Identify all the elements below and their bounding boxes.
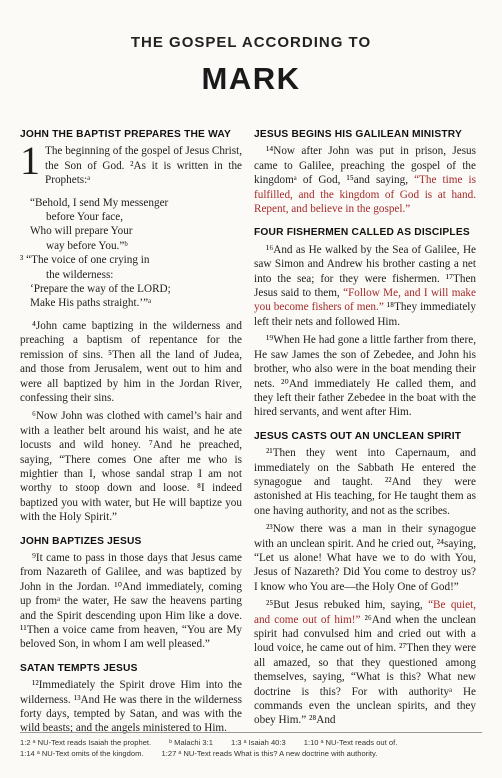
book-subtitle: THE GOSPEL ACCORDING TO (130, 34, 372, 51)
poetry-line: “Behold, I send My messenger (30, 196, 169, 209)
book-title: MARK (201, 61, 301, 96)
book-header (0, 34, 502, 97)
footnote: 1:2 ᵃ NU-Text reads Isaiah the prophet. (20, 738, 152, 747)
poetry-line: ³ “The voice of one crying in (20, 254, 150, 267)
section-heading: JOHN THE BAPTIST PREPARES THE WAY (20, 129, 231, 140)
verse-paragraph: ⁹It came to pass in those days that Jesus came from Nazareth of Galilee, and was baptized by John in the Jordan. ¹⁰And immediately, coming up fromᵃ the water, He saw the heavens parting and the Spirit descending upon Him like a dove. ¹¹Then a voice came from heaven, “You are My beloved Son, in whom I am well pleased.” (20, 551, 242, 651)
verse-text: ²⁵But Jesus rebuked him, saying, (266, 599, 429, 612)
verse-paragraph (254, 243, 476, 329)
poetry-block (20, 196, 242, 311)
section-heading: SATAN TEMPTS JESUS (20, 662, 138, 674)
verse-paragraph: ¹²Immediately the Spirit drove Him into the wilderness. ¹³And He was there in the wilderness forty days, tempted by Satan, and was with the wild beasts; and the angels ministered to Him. (20, 679, 242, 735)
words-of-christ: “Be quiet, and come out of him!” (254, 599, 476, 626)
footnote: 1:14 ᵃ NU-Text omits of the kingdom. (20, 749, 144, 758)
verse-text: ¹⁶And as He walked by the Sea of Galilee, He saw Simon and Andrew his brother casting a net into the sea; for they were fishermen. ¹⁷Then Jesus said to them, (254, 243, 476, 300)
verse-paragraph (254, 598, 476, 728)
words-of-christ: “Follow Me, and I will make you become fishers of men.” (254, 287, 476, 314)
poetry-line: Who will prepare Your (30, 225, 133, 238)
verse-text: ²⁶And when the unclean spirit had convulsed him and cried out with a loud voice, he came out of him. ²⁷Then they were all amazed, so that they questioned among themselves, saying, “What is this? What new doctrine is this? For with authorityᵃ He commands even the unclean spirits, and they obey Him.” ²⁸And (254, 613, 476, 727)
section-heading: FOUR FISHERMEN CALLED AS DISCIPLES (254, 227, 470, 239)
footnote: 1:3 ᵃ Isaiah 40:3 (230, 738, 286, 747)
verse-paragraph: ²¹Then they went into Capernaum, and immediately on the Sabbath He entered the synagogue and taught. ²²And they were astonished at His teaching, for He taught them as one having authority, and not as the scribes. (254, 447, 476, 517)
verse-paragraph: ¹⁹When He had gone a little farther from there, He saw James the son of Zebedee, and John his brother, who also were in the boat mending their nets. ²⁰And immediately He called them, and they left their father Zebedee in the boat with the hired servants, and went after Him. (254, 334, 476, 419)
footnote-line (20, 737, 482, 748)
footnote: ᵇ Malachi 3:1 (169, 738, 213, 747)
verse-paragraph: ⁴John came baptizing in the wilderness and preaching a baptism of repentance for the remission of sins. ⁵Then all the land of Judea, and those from Jerusalem, went out to him and were all baptized by him in the Jordan River, confessing their sins. (20, 319, 242, 404)
poetry-line: ‘Prepare the way of the LORD; (30, 283, 171, 296)
section-heading: JESUS CASTS OUT AN UNCLEAN SPIRIT (254, 430, 462, 442)
verse-paragraph: ²³Now there was a man in their synagogue with an unclean spirit. And he cried out, ²⁴saying, “Let us alone! What have we to do with You, Jesus of Nazareth? Did You come to destroy us? I know who You are—the Holy One of God!” (254, 523, 476, 593)
footnote: 1:10 ᵃ NU-Text reads out of. (303, 738, 398, 747)
chapter-number: 1 (20, 138, 40, 184)
poetry-line: way before You.”ᵇ (46, 239, 128, 252)
poetry-line: before Your face, (46, 211, 124, 224)
verse-paragraph (254, 144, 476, 216)
footnote-line (20, 748, 482, 759)
poetry-line: Make His paths straight.’”ᵃ (30, 297, 152, 310)
words-of-christ: “The time is fulfilled, and the kingdom of God is at hand. Repent, and believe in the gospel.” (254, 174, 476, 216)
section-heading: JOHN BAPTIZES JESUS (20, 535, 142, 547)
right-column (254, 128, 476, 732)
poetry-line: the wilderness: (46, 268, 114, 281)
verse-paragraph: ⁶Now John was clothed with camel’s hair and with a leather belt around his waist, and he ate locusts and wild honey. ⁷And he preached, saying, “There comes One after me who is mightier than I, whose sandal strap I am not worthy to stoop down and loose. ⁸I indeed baptized you with water, but He will baptize you with the Holy Spirit.” (20, 410, 242, 524)
verse-text: ¹⁸They immediately left their nets and followed Him. (254, 301, 476, 328)
footnote: 1:27 ᵃ NU-Text reads What is this? A new doctrine with authority. (161, 749, 378, 758)
verse-text: ¹⁴Now after John was put in prison, Jesus came to Galilee, preaching the gospel of the kingdomᵃ of God, ¹⁵and saying, (254, 145, 476, 187)
verse-paragraph (20, 138, 242, 187)
left-column (20, 128, 242, 740)
footnotes (20, 732, 482, 759)
verse-text: The beginning of the gospel of Jesus Christ, the Son of God. ²As it is written in the Prophets:ᵃ (45, 145, 242, 187)
section-heading: JESUS BEGINS HIS GALILEAN MINISTRY (254, 129, 462, 140)
